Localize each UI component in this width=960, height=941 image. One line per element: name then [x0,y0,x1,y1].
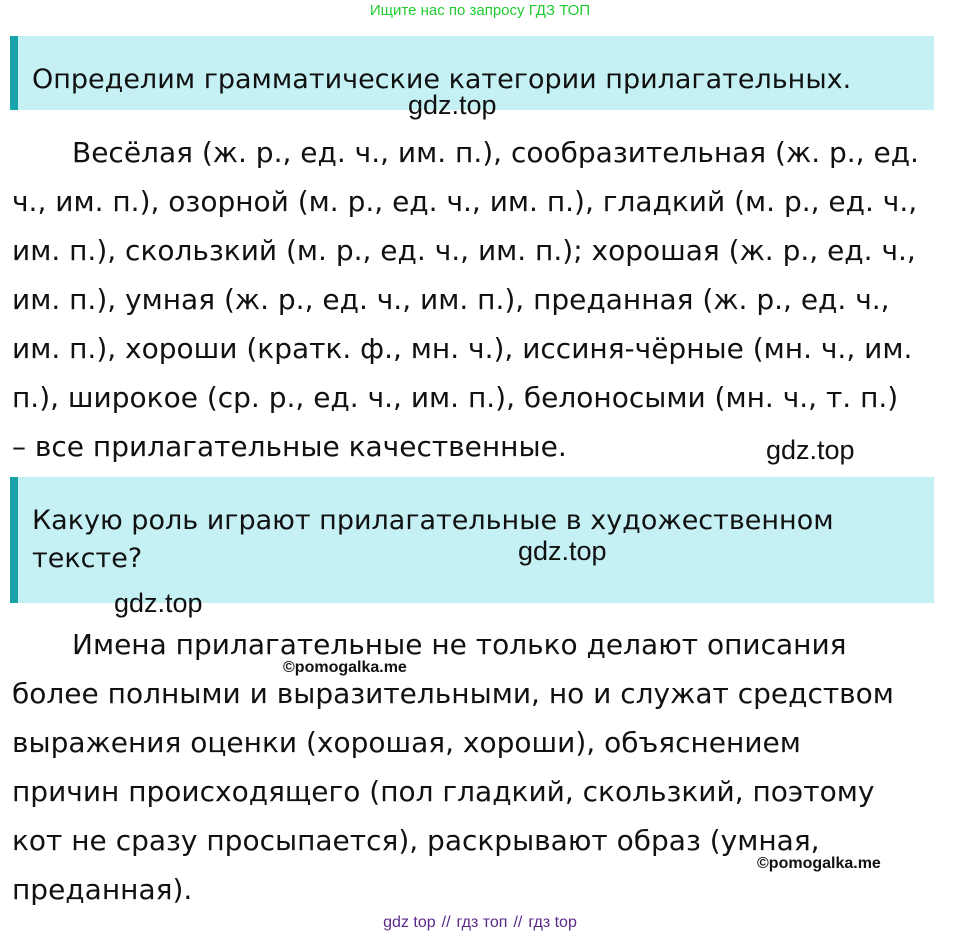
question-1-text: Определим грамматические категории прилагательных. [32,64,852,95]
footer-link-gdz-top-mixed[interactable]: гдз top [528,914,577,931]
footer-separator: // [441,914,451,931]
answer-2-line: Имена прилагательные не только делают описания [72,628,847,661]
question-box-2 [10,477,934,603]
question-2-line: Какую роль играют прилагательные в художественном [32,505,834,536]
answer-2-line: более полными и выразительными, но и служат средством [12,677,894,710]
gdz-watermark: gdz.top [766,435,855,465]
answer-1 [12,128,919,471]
answer-2-line: преданная). [12,873,193,906]
gdz-watermark: gdz.top [408,90,497,120]
gdz-watermark: gdz.top [114,588,203,618]
answer-1-line: им. п.), хороши (кратк. ф., мн. ч.), иссиня-чёрные (мн. ч., им. [12,332,913,365]
answer-2-line: выражения оценки (хорошая, хороши), объяснением [12,726,801,759]
footer-links [0,914,960,932]
question-2-line: тексте? [32,543,143,574]
answer-1-line: п.), широкое (ср. р., ед. ч., им. п.), белоносыми (мн. ч., т. п.) [12,381,899,414]
answer-1-line: – все прилагательные качественные. [12,430,567,463]
answer-1-line: им. п.), умная (ж. р., ед. ч., им. п.), преданная (ж. р., ед. ч., [12,283,890,316]
answer-2-line: кот не сразу просыпается), раскрывают образ (умная, [12,824,820,857]
answer-1-line: ч., им. п.), озорной (м. р., ед. ч., им. п.), гладкий (м. р., ед. ч., [12,185,918,218]
footer-link-gdz-top-ru[interactable]: гдз топ [456,914,508,931]
top-banner: Ищите нас по запросу ГДЗ ТОП [369,2,591,19]
answer-1-line: им. п.), скользкий (м. р., ед. ч., им. п.); хорошая (ж. р., ед. ч., [12,234,916,267]
pomogalka-watermark: ©pomogalka.me [283,659,407,676]
pomogalka-watermark: ©pomogalka.me [757,855,881,872]
footer-separator: // [513,914,523,931]
gdz-watermark: gdz.top [518,536,607,566]
question-2-text [32,497,834,583]
footer-link-gdz-top[interactable]: gdz top [383,914,436,931]
answer-1-line: Весёлая (ж. р., ед. ч., им. п.), сообразительная (ж. р., ед. [72,136,919,169]
answer-2-line: причин происходящего (пол гладкий, скользкий, поэтому [12,775,875,808]
